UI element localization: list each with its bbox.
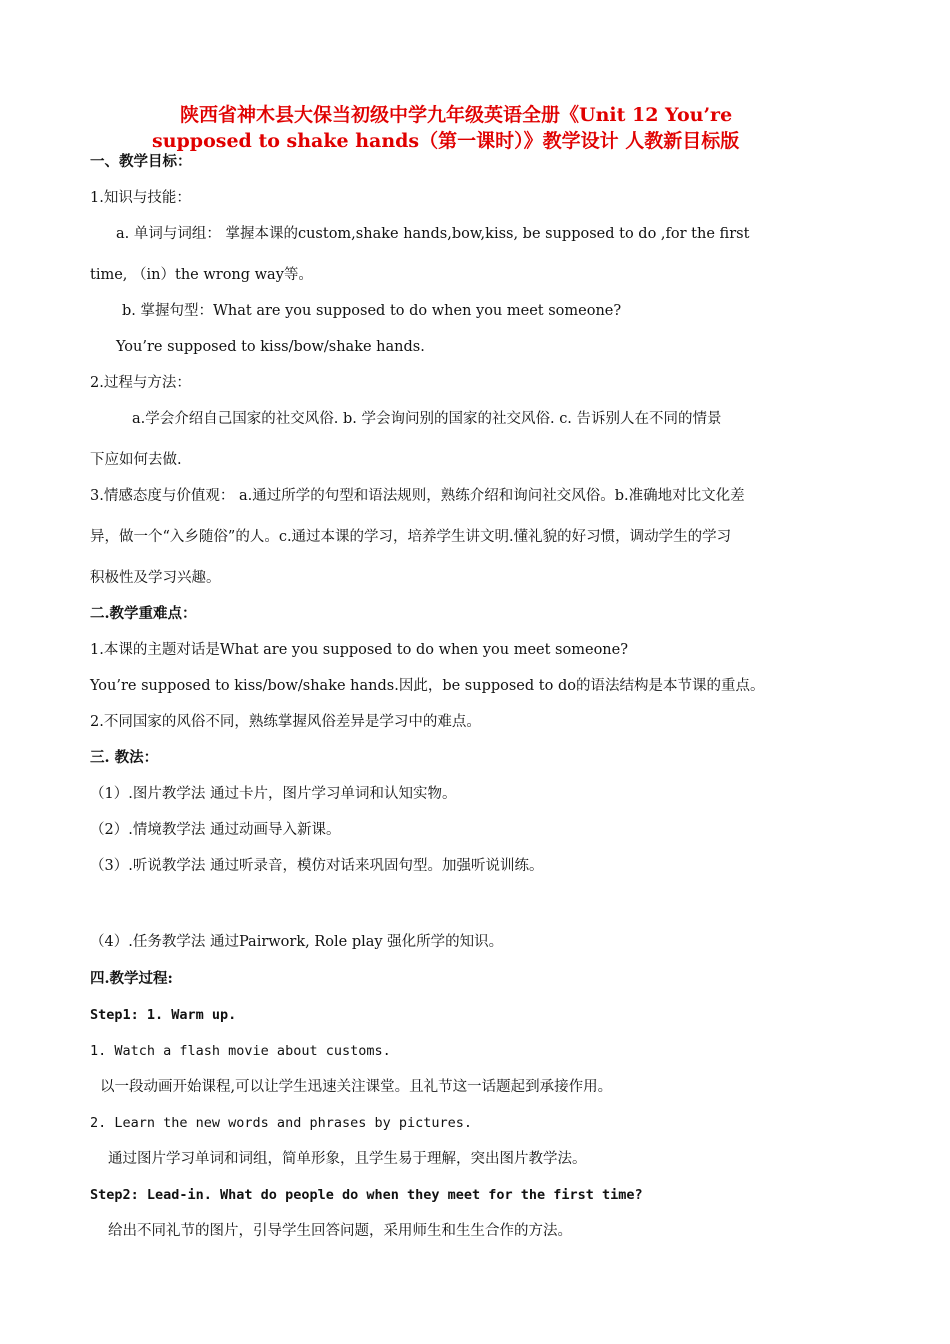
step1-item1-note: 以一段动画开始课程,可以让学生迅速关注课堂。且礼节这一话题起到承接作用。 <box>100 1079 613 1095</box>
key-point-2: 2.不同国家的风俗不同，熟练掌握风俗差异是学习中的难点。 <box>90 714 481 730</box>
objective-attitude: 3.情感态度与价值观： a.通过所学的句型和语法规则，熟练介绍和询问社交风俗。b.准确地对比文化差 <box>90 488 745 504</box>
method-4: （4）.任务教学法 通过Pairwork, Role play 强化所学的知识。 <box>90 934 504 950</box>
section-heading-process: 四.教学过程: <box>90 970 173 987</box>
objective-attitude-cont2: 积极性及学习兴趣。 <box>90 570 221 586</box>
method-1: （1）.图片教学法 通过卡片，图片学习单词和认知实物。 <box>90 786 457 802</box>
document-title-line2: supposed to shake hands（第一课时）》教学设计 人教新目标版 <box>152 130 740 152</box>
key-point-1-cont: You’re supposed to kiss/bow/shake hands.因此，be supposed to do的语法结构是本节课的重点。 <box>90 678 765 694</box>
objective-sentence-pattern-cont: You’re supposed to kiss/bow/shake hands. <box>116 339 425 355</box>
section-heading-objectives: 一、教学目标： <box>90 153 192 170</box>
step2-note: 给出不同礼节的图片，引导学生回答问题，采用师生和生生合作的方法。 <box>108 1223 572 1239</box>
objective-sentence-pattern: b. 掌握句型：What are you supposed to do when you meet someone? <box>122 303 622 319</box>
step1-heading: Step1: 1. Warm up. <box>90 1007 237 1023</box>
objective-attitude-cont1: 异，做一个“入乡随俗”的人。c.通过本课的学习，培养学生讲文明.懂礼貌的好习惯，调动学生的学习 <box>90 529 732 545</box>
section-heading-methods: 三. 教法： <box>90 749 159 766</box>
step1-item2-note: 通过图片学习单词和词组，简单形象，且学生易于理解，突出图片教学法。 <box>108 1151 587 1167</box>
step1-item2: 2. Learn the new words and phrases by pictures. <box>90 1115 473 1131</box>
objective-words-phrases-cont: time, （in）the wrong way等。 <box>90 267 313 283</box>
objective-process: a.学会介绍自己国家的社交风俗. b. 学会询问别的国家的社交风俗. c. 告诉别人在不同的情景 <box>132 411 722 427</box>
key-point-1: 1.本课的主题对话是What are you supposed to do when you meet someone? <box>90 642 628 658</box>
subheading-knowledge-skills: 1.知识与技能： <box>90 190 191 206</box>
method-3: （3）.听说教学法 通过听录音，模仿对话来巩固句型。加强听说训练。 <box>90 858 544 874</box>
subheading-process-method: 2.过程与方法： <box>90 375 191 391</box>
section-heading-key-points: 二.教学重难点： <box>90 605 197 622</box>
objective-process-cont: 下应如何去做. <box>90 452 182 468</box>
step1-item1: 1. Watch a flash movie about customs. <box>90 1043 391 1059</box>
method-2: （2）.情境教学法 通过动画导入新课。 <box>90 822 341 838</box>
objective-words-phrases: a. 单词与词组： 掌握本课的custom,shake hands,bow,kiss, be supposed to do ,for the first <box>116 226 750 242</box>
step2-heading: Step2: Lead-in. What do people do when they meet for the first time? <box>90 1187 643 1203</box>
document-title-line1: 陕西省神木县大保当初级中学九年级英语全册《Unit 12 You’re <box>180 104 733 126</box>
